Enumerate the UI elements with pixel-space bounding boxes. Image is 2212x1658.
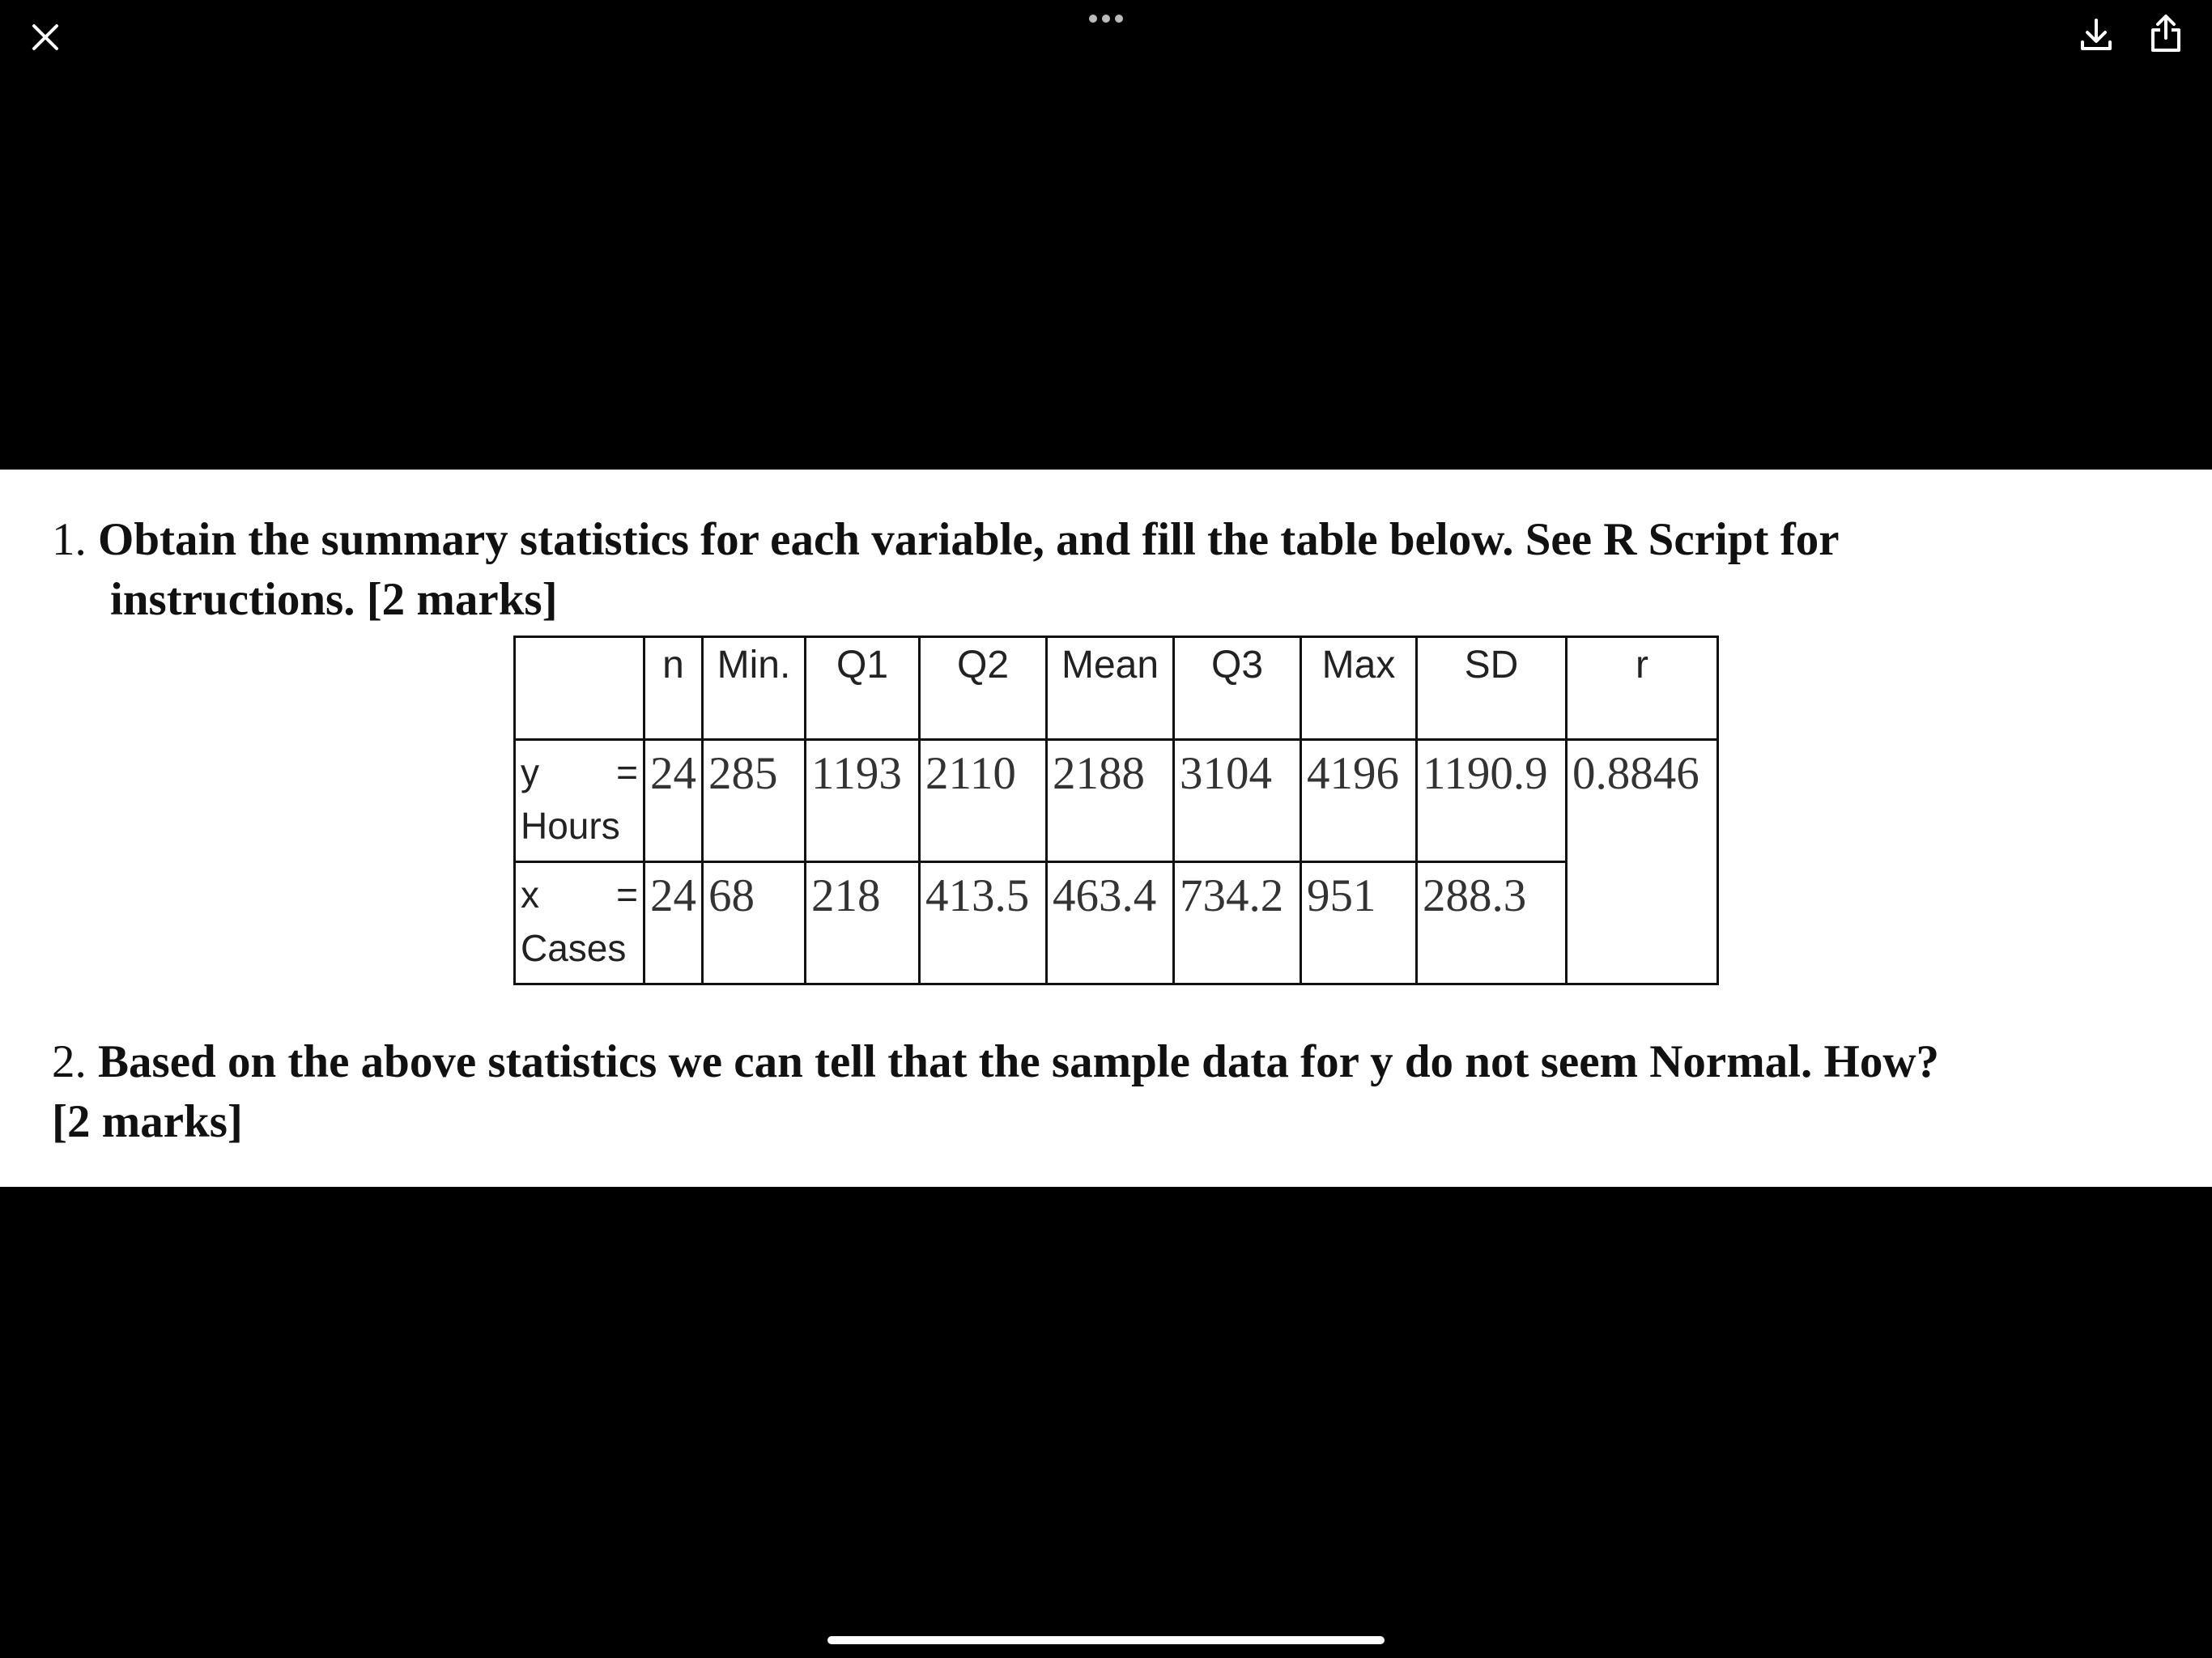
table-header-cell: n	[644, 637, 703, 740]
row-variable: y	[521, 751, 539, 793]
table-header-cell: Q3	[1174, 637, 1301, 740]
row-variable-name: Hours	[521, 805, 620, 847]
home-indicator[interactable]	[827, 1636, 1385, 1644]
table-cell: 413.5	[920, 862, 1047, 984]
table-cell: 463.4	[1047, 862, 1174, 984]
table-header-cell: Mean	[1047, 637, 1174, 740]
question-2-line-1	[52, 1032, 2157, 1092]
table-cell: 2188	[1047, 740, 1174, 862]
table-header-cell: Q2	[920, 637, 1047, 740]
more-options-button[interactable]	[1081, 6, 1131, 31]
row-variable-name: Cases	[521, 927, 627, 969]
table-cell: 285	[703, 740, 806, 862]
question-2-number: 2.	[52, 1036, 87, 1087]
row-label-x	[515, 862, 644, 984]
row-equals: =	[616, 874, 638, 916]
table-row	[515, 862, 1718, 984]
table-cell: 951	[1301, 862, 1417, 984]
download-icon	[2079, 18, 2113, 52]
table-header-cell: Q1	[806, 637, 920, 740]
more-horizontal-icon	[1088, 14, 1124, 23]
row-label-y	[515, 740, 644, 862]
table-header-cell: Max	[1301, 637, 1417, 740]
correlation-cell: 0.8846	[1567, 740, 1718, 984]
close-icon	[32, 23, 59, 51]
row-variable: x	[521, 874, 539, 916]
table-cell: 4196	[1301, 740, 1417, 862]
table-cell: 24	[644, 740, 703, 862]
table-header-cell	[515, 637, 644, 740]
question-1-line-1	[52, 510, 2125, 570]
table-cell: 24	[644, 862, 703, 984]
table-cell: 734.2	[1174, 862, 1301, 984]
question-1-line-2: instructions. [2 marks]	[110, 574, 558, 625]
table-cell: 2110	[920, 740, 1047, 862]
question-1-number: 1.	[52, 514, 87, 565]
share-icon	[2149, 14, 2183, 53]
summary-statistics-table	[513, 636, 1719, 985]
table-header-cell: Min.	[703, 637, 806, 740]
share-button[interactable]	[2144, 10, 2188, 57]
table-cell: 1193	[806, 740, 920, 862]
download-button[interactable]	[2074, 13, 2118, 57]
table-cell: 68	[703, 862, 806, 984]
question-2-line-2: [2 marks]	[52, 1096, 243, 1147]
question-1	[52, 510, 2125, 630]
close-button[interactable]	[24, 16, 66, 58]
question-2	[52, 1032, 2157, 1152]
document-image	[0, 470, 2212, 1187]
question-1-text: Obtain the summary statistics for each variable, and fill the table below. See R Script for	[98, 514, 1840, 565]
table-cell: 3104	[1174, 740, 1301, 862]
question-2-text: Based on the above statistics we can tell that the sample data for y do not seem Normal. How?	[98, 1036, 1940, 1087]
table-header-cell: SD	[1417, 637, 1567, 740]
table-cell: 1190.9	[1417, 740, 1567, 862]
table-header-cell: r	[1567, 637, 1718, 740]
table-cell: 218	[806, 862, 920, 984]
table-header-row	[515, 637, 1718, 740]
table-row	[515, 740, 1718, 862]
table-cell: 288.3	[1417, 862, 1567, 984]
row-equals: =	[616, 751, 638, 793]
